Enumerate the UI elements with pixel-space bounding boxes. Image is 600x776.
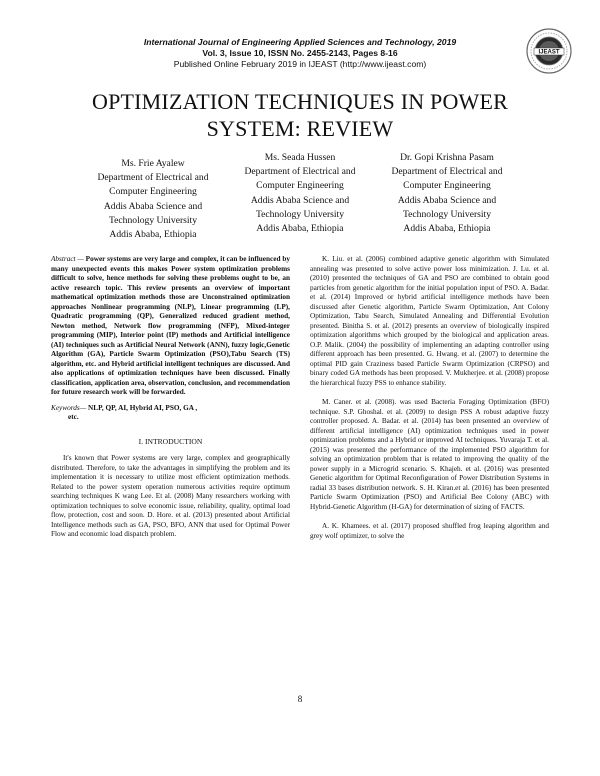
section-heading: I. INTRODUCTION (138, 436, 203, 446)
abstract (51, 255, 290, 398)
author-name: Ms. Frie Ayalew (121, 158, 185, 169)
left-column (51, 255, 290, 540)
author-affiliation-line: Technology University (402, 208, 492, 220)
paper-title-line-2: SYSTEM: REVIEW (206, 116, 394, 141)
author-affiliation-line: Department of Electrical and (391, 166, 503, 178)
author-affiliation-line: Department of Electrical and (97, 172, 209, 184)
author-affiliation-line: Computer Engineering (403, 180, 491, 192)
right-column (310, 255, 549, 541)
author-affiliation-line: Addis Ababa Science and (397, 194, 497, 206)
journal-published: Published Online February 2019 in IJEAST (http://www.ijeast.com) (173, 59, 427, 69)
body-paragraph-1: K. Liu. et al. (2006) combined adaptive genetic algorithm with Simulated annealing was presented to solve active power loss minimization. J. Lu. et al. (2010) presented the techniques of GA and PSO are combined to obtain good particles from genetic algorithm for the initial population input of PSO. A. Badar. et al. (2014) Improved or hybrid artificial intelligence methods have been discussed after Genetic algorithm, Particle Swarm Optimization, Ant Colony Optimization, Tabu Search, Simulated Annealing and Differential Evolution presented. Binitha S. et al. (2012) presents an overview of biologically inspired optimization algorithms which grouped by the biological and application areas. O.P. Malik. (2004) the possibility of implementing an adapting controller using different approach has been presented. G. Hwang. et al. (2007) to determine the optimal PID gain Craziness based Particle Swarm Optimization (CRPSO) and binary coded GA methods has been proposed. V. Mukherjee. et al. (2008) propose the hierarchical fuzzy PSS to enhance stability. (310, 255, 549, 387)
author-affiliation-line: Addis Ababa Science and (103, 200, 203, 212)
author-block-1 (68, 157, 238, 242)
body-paragraph-2: M. Caner. et al. (2008). was used Bacteria Foraging Optimization (BFO) technique. S.P. Ghoshal. et al. (2009) to design PSS A robust adaptive fuzzy controller proposed. A. Badar. et al. (2014) has been presented an overview of different artificial intelligence (AI) optimization techniques used in power optimization problems and a Hybrid or improved AI techniques. Yuvaraja T. et al. (2015) was presented the performance of the implemented PSO algorithm for solving an optimization problem that is related to improving the quality of the power supply in a Microgrid scenario. S. Khajeh. et al. (2016) was presented Genetic algorithm for Optimal Reconfiguration of Power Distribution Systems in radial 33 bases distribution network. S. H. Kiran.et al. (2016) has been presented Particle Swarm Optimization (PSO) and Artificial Bee Colony (ABC) with Hybrid-Genetic Algorithm (H-GA) for determination of sizing of FACTS. (310, 398, 549, 511)
author-affiliation-line: Addis Ababa, Ethiopia (256, 223, 344, 235)
author-affiliation-line: Computer Engineering (109, 186, 197, 198)
author-name: Ms. Seada Hussen (264, 152, 336, 163)
author-affiliation-line: Computer Engineering (256, 180, 344, 192)
author-affiliation-line: Addis Ababa, Ethiopia (403, 223, 491, 235)
paper-title-line-1: OPTIMIZATION TECHNIQUES IN POWER (91, 89, 509, 114)
intro-paragraph: It's known that Power systems are very large, complex and geographically distributed. Therefore, to take the advantages in simplifying the problem and its implementation it is necessary to utilize most efficient optimization methods. Related to the power system operation numerous activities require optimum searching techniques K wang Lee. Et al. (2008) Many researchers working with optimization techniques to solve economic issue, reliability, quality, optimal load flow, protection, cost and soon. D. Hore. et al. (2013) presented about Artificial Intelligence methods such as GA, PSO, BFO, ANN that used for Optimal Power Flow and economic load dispatch problem. (51, 454, 290, 538)
keywords-label: Keywords— (51, 403, 87, 412)
author-affiliation-line: Addis Ababa Science and (250, 194, 350, 206)
author-affiliation-line: Department of Electrical and (244, 166, 356, 178)
author-affiliation-line: Technology University (255, 208, 345, 220)
keywords (51, 404, 290, 414)
abstract-text: Power systems are very large and complex, it can be influenced by many unexpected events this makes Power system optimization problems difficult to solve, hence methods for solving these problems ought to be, an active research topic. This review presents an overview of important mathematical optimization methods those are Unconstrained optimization approaches Nonlinear programming (NLP), Linear programming (LP), Quadratic programming (QP), Generalized reduced gradient method, Newton method, Network flow programming (NFP), Mixed-integer programming (MIP), Interior point (IP) methods and Artificial intelligence (AI) techniques such as Artificial Neural Network (ANN), fuzzy logic,Genetic Algorithm (GA), Particle Swarm Optimization (PSO),Tabu Search (TS) algorithm, etc. and Hybrid artificial intelligent techniques are discussed. And also applications of optimization techniques have been discussed. Finally classification, application area, observation, conclusion, and recommendation for future research work will be forwarded. (51, 255, 291, 396)
keywords-text: NLP, QP, AI, Hybrid AI, PSO, GA , (86, 403, 198, 412)
author-block-3 (362, 151, 532, 236)
page-number: 8 (297, 694, 303, 704)
author-block-2 (215, 151, 385, 236)
author-affiliation-line: Technology University (108, 214, 198, 226)
author-affiliation-line: Addis Ababa, Ethiopia (109, 229, 197, 241)
body-paragraph-3: A. K. Khamees. et al. (2017) proposed shuffled frog leaping algorithm and grey wolf optimizer, to solve the (310, 522, 549, 540)
logo-text: IJEAST (538, 49, 560, 56)
abstract-label: Abstract — (51, 255, 84, 263)
journal-name: International Journal of Engineering Applied Sciences and Technology, 2019 (143, 37, 457, 47)
author-name: Dr. Gopi Krishna Pasam (400, 152, 494, 163)
ijeast-logo-icon (526, 28, 572, 74)
journal-volume: Vol. 3, Issue 10, ISSN No. 2455-2143, Pages 8-16 (202, 48, 398, 58)
keywords-continued: etc. (68, 413, 79, 421)
